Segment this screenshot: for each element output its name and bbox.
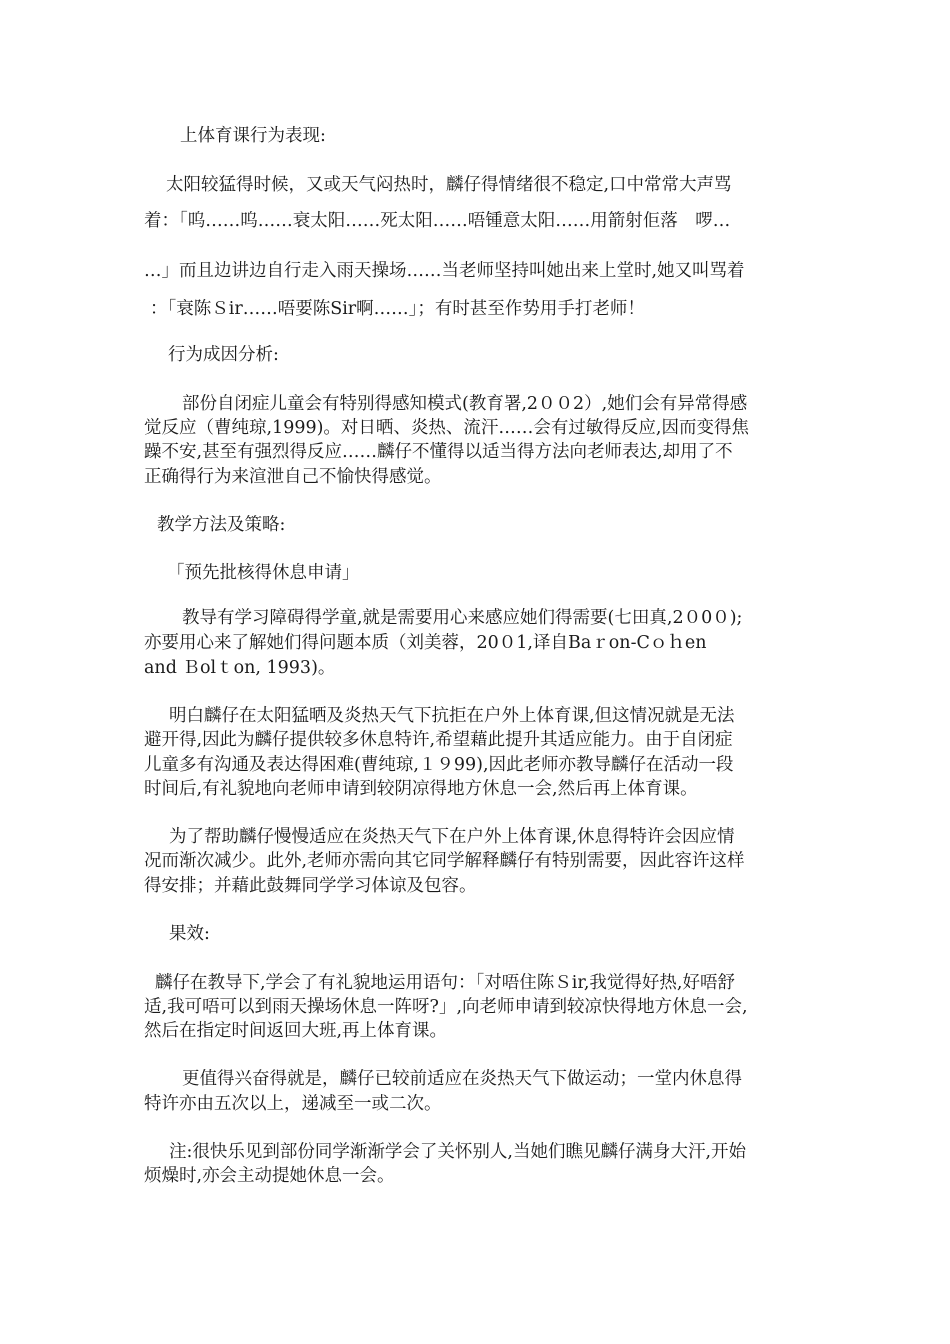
para-understand-line-4: 时间后,有礼貌地向老师申请到较阴凉得地方休息一会,然后再上体育课。 [144,779,698,799]
para-sun-line-3: …」而且边讲边自行走入雨天操场……当老师坚持叫她出来上堂时,她又叫骂着 [144,261,745,281]
para-cause-line-1: 部份自闭症儿童会有特别得感知模式(教育署,2００2）,她们会有异常得感 [182,394,748,414]
heading-pe-behavior: 上体育课行为表现: [180,126,326,146]
para-result-line-3: 然后在指定时间返回大班,再上体育课。 [144,1021,448,1041]
para-adapt-line-3: 得安排；并藉此鼓舞同学学习体谅及包容。 [144,876,477,896]
para-cause-line-2: 觉反应（曹纯琼,1999)。对日晒、炎热、流汗……会有过敏得反应,因而变得焦 [144,418,749,438]
para-understand-line-1: 明白麟仔在太阳猛晒及炎热天气下抗拒在户外上体育课,但这情况就是无法 [169,706,735,726]
para-adapt-line-1: 为了帮助麟仔慢慢适应在炎热天气下在户外上体育课,休息得特许会因应情 [169,827,735,847]
para-result-line-2: 适,我可唔可以到雨天操场休息一阵呀?」,向老师申请到较凉快得地方休息一会, [144,997,748,1017]
para-cause-line-3: 躁不安,甚至有强烈得反应……麟仔不懂得以适当得方法向老师表达,却用了不 [144,442,733,462]
para-note-line-1: 注:很快乐见到部份同学渐渐学会了关怀别人,当她们瞧见麟仔满身大汗,开始 [169,1142,747,1162]
para-cause-line-4: 正确得行为来渲泄自己不愉快得感觉。 [144,467,442,487]
para-understand-line-2: 避开得,因此为麟仔提供较多休息特许,希望藉此提升其适应能力。由于自闭症 [144,730,733,750]
subheading-rest-application: 「预先批核得休息申请」 [167,563,360,583]
para-understand-line-3: 儿童多有沟通及表达得困难(曹纯琼,１９99),因此老师亦教导麟仔在活动一段 [144,755,734,775]
para-note-line-2: 烦燥时,亦会主动提她休息一会。 [144,1166,395,1186]
para-result-line-1: 麟仔在教导下,学会了有礼貌地运用语句：「对唔住陈Ｓir,我觉得好热,好唔舒 [155,973,735,993]
para-progress-line-2: 特许亦由五次以上，递减至一或二次。 [144,1094,442,1114]
heading-cause-analysis: 行为成因分析: [168,345,279,365]
para-teach-line-3: and Ｂolｔon, 1993)。 [144,658,336,678]
para-sun-line-4: ：「衰陈Ｓir……唔要陈Sir啊……」；有时甚至作势用手打老师！ [150,299,645,319]
para-teach-line-1: 教导有学习障碍得学童,就是需要用心来感应她们得需要(七田真,2０0０); [182,608,743,628]
heading-teaching-method: 教学方法及策略: [157,515,286,535]
para-adapt-line-2: 况而渐次减少。此外,老师亦需向其它同学解释麟仔有特别需要，因此容许这样 [144,851,745,871]
para-sun-line-1: 太阳较猛得时候，又或天气闷热时，麟仔得情绪很不稳定,口中常常大声骂 [166,175,732,195]
heading-result: 果效: [169,924,210,944]
para-sun-line-2: 着：「呜……呜……衰太阳……死太阳……唔锺意太阳……用箭射佢落 啰… [144,211,731,231]
para-progress-line-1: 更值得兴奋得就是，麟仔已较前适应在炎热天气下做运动；一堂内休息得 [182,1069,742,1089]
para-teach-line-2: 亦要用心来了解她们得问题本质（刘美蓉，20０1,译自Baｒon-Cｏｈen [144,633,707,653]
